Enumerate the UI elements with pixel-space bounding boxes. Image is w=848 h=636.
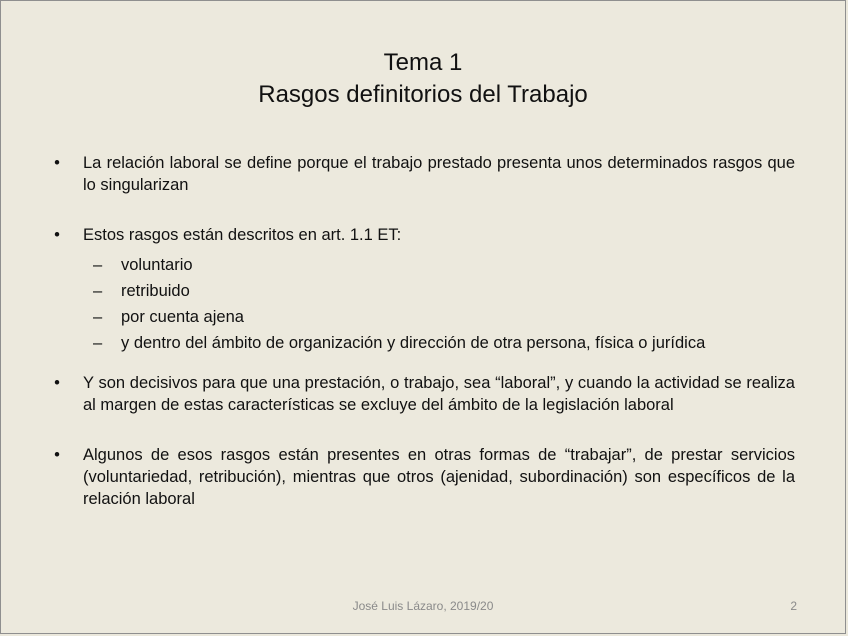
- bullet-marker: •: [54, 226, 60, 244]
- sub-item-text: y dentro del ámbito de organización y dirección de otra persona, física o jurídica: [121, 334, 706, 352]
- slide-title: [1, 47, 845, 111]
- bullet-text: Algunos de esos rasgos están presentes en otras formas de “trabajar”, de prestar servicios (voluntariedad, retribución), mientras que otros (ajenidad, subordinación) son específicos de la relación laboral: [83, 446, 795, 508]
- sub-item-text: retribuido: [121, 282, 190, 300]
- bullet-marker: •: [54, 374, 60, 392]
- dash-marker: –: [93, 334, 103, 352]
- bullet-text: Y son decisivos para que una prestación, o trabajo, sea “laboral”, y cuando la actividad se realiza al margen de estas características se excluye del ámbito de la legislación laboral: [83, 374, 795, 414]
- dash-marker: –: [93, 308, 103, 326]
- sub-item: [93, 304, 795, 330]
- title-line-1: Tema 1: [383, 49, 463, 76]
- bullet-item: [51, 152, 795, 196]
- sub-item: [93, 252, 795, 278]
- bullet-text: La relación laboral se define porque el trabajo prestado presenta unos determinados rasgos que lo singularizan: [83, 154, 795, 194]
- sub-list: [51, 252, 795, 356]
- bullet-marker: •: [54, 154, 60, 172]
- footer-author: José Luis Lázaro, 2019/20: [352, 599, 494, 613]
- dash-marker: –: [93, 282, 103, 300]
- bullet-text: Estos rasgos están descritos en art. 1.1 ET:: [83, 226, 402, 244]
- sub-item-text: por cuenta ajena: [121, 308, 244, 326]
- page-number: 2: [790, 599, 797, 613]
- title-line-2: Rasgos definitorios del Trabajo: [258, 81, 588, 108]
- bullet-item: [51, 224, 795, 356]
- sub-item: [93, 330, 795, 356]
- sub-item-text: voluntario: [121, 256, 193, 274]
- dash-marker: –: [93, 256, 103, 274]
- bullet-marker: •: [54, 446, 60, 464]
- sub-item: [93, 278, 795, 304]
- bullet-item: [51, 444, 795, 510]
- bullet-list: [51, 152, 795, 510]
- bullet-item: [51, 372, 795, 416]
